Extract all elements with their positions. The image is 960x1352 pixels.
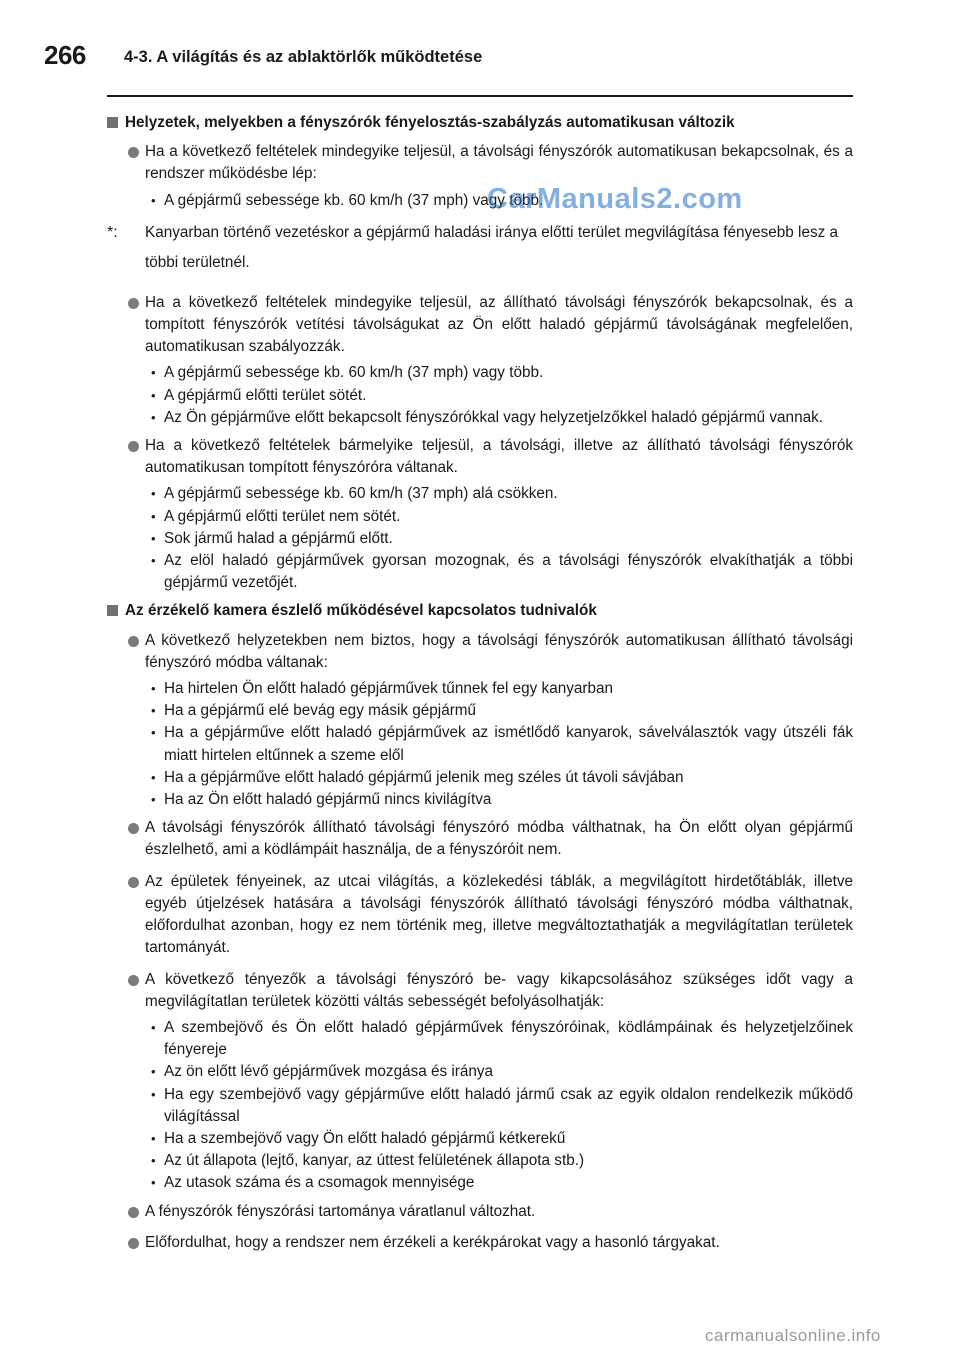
list-item: • Ha hirtelen Ön előtt haladó gépjárművek tűnnek fel egy kanyarban <box>164 678 853 700</box>
round-bullet-icon <box>128 298 139 309</box>
list-item: • Az Ön gépjárműve előtt bekapcsolt fényszórókkal vagy helyzetjelzőkkel haladó gépjármű vannak. <box>164 407 853 429</box>
list-item: • A gépjármű sebessége kb. 60 km/h (37 mph) vagy több. <box>164 190 853 212</box>
round-bullet-icon <box>128 1207 139 1218</box>
page-content <box>107 112 853 1263</box>
watermark: CarManuals2.com <box>487 183 743 215</box>
list-item: • Az út állapota (lejtő, kanyar, az úttest felületének állapota stb.) <box>164 1150 853 1172</box>
list-item: • Az utasok száma és a csomagok mennyisége <box>164 1172 853 1194</box>
list-item: • Ha a gépjármű elé bevág egy másik gépjármű <box>164 700 853 722</box>
list-item: • A gépjármű sebessége kb. 60 km/h (37 mph) vagy több. <box>164 362 853 384</box>
footnote: *: Kanyarban történő vezetéskor a gépjármű haladási iránya előtti terület megvilágítása fényesebb lesz a többi területnél. <box>107 218 853 278</box>
list-item: • Ha a gépjárműve előtt haladó gépjárművek az ismétlődő kanyarok, sávelválasztók vagy útszéli fák miatt hirtelen eltűnnek a szeme elől <box>164 722 853 766</box>
square-bullet-icon <box>107 605 118 616</box>
round-bullet-icon <box>128 147 139 158</box>
section-heading: Az érzékelő kamera észlelő működésével kapcsolatos tudnivalók <box>107 600 853 622</box>
page-number: 266 <box>44 40 86 70</box>
list-item: • Ha a gépjárműve előtt haladó gépjármű jelenik meg széles út távoli sávjában <box>164 767 853 789</box>
paragraph: A fényszórók fényszórási tartománya váratlanul változhat. <box>107 1201 853 1223</box>
paragraph: Ha a következő feltételek bármelyike teljesül, a távolsági, illetve az állítható távolsági fényszórók automatikusan tompított fényszóróra váltanak. <box>107 435 853 479</box>
list-item: • A gépjármű előtti terület sötét. <box>164 385 853 407</box>
round-bullet-icon <box>128 877 139 888</box>
header-rule <box>107 95 853 97</box>
condition-list <box>107 483 853 594</box>
condition-list <box>107 678 853 811</box>
condition-list <box>107 362 853 429</box>
condition-list <box>107 1017 853 1195</box>
square-bullet-icon <box>107 117 118 128</box>
list-item: • Az elöl haladó gépjárművek gyorsan mozognak, és a távolsági fényszórók elvakíthatják a többi gépjármű vezetőjét. <box>164 550 853 594</box>
list-item: • Ha a szembejövő vagy Ön előtt haladó gépjármű kétkerekű <box>164 1128 853 1150</box>
round-bullet-icon <box>128 975 139 986</box>
page-header <box>44 40 864 74</box>
list-item: • Ha egy szembejövő vagy gépjárműve előtt haladó jármű csak az egyik oldalon rendelkezik működő világítással <box>164 1084 853 1128</box>
paragraph: Ha a következő feltételek mindegyike teljesül, az állítható távolsági fényszórók bekapcsolnak, és a tompított fényszórók vetítési távolságukat az Ön előtt haladó gépjármű távolságának megfelelően, automatikusan szabályozzák. <box>107 292 853 359</box>
round-bullet-icon <box>128 636 139 647</box>
footer-watermark: carmanualsonline.info <box>705 1326 881 1345</box>
round-bullet-icon <box>128 1238 139 1249</box>
paragraph: A következő helyzetekben nem biztos, hogy a távolsági fényszórók automatikusan állítható távolsági fényszóró módba váltanak: <box>107 630 853 674</box>
list-item: • Sok jármű halad a gépjármű előtt. <box>164 528 853 550</box>
list-item: • A gépjármű előtti terület nem sötét. <box>164 506 853 528</box>
round-bullet-icon <box>128 441 139 452</box>
section-heading: Helyzetek, melyekben a fényszórók fényelosztás-szabályzás automatikusan változik <box>107 112 853 134</box>
list-item: • Ha az Ön előtt haladó gépjármű nincs kivilágítva <box>164 789 853 811</box>
paragraph: A távolsági fényszórók állítható távolsági fényszóró módba válthatnak, ha Ön előtt olyan gépjármű észlelhető, ami a ködlámpáit használja, de a fényszóróit nem. <box>107 817 853 861</box>
paragraph: Előfordulhat, hogy a rendszer nem érzékeli a kerékpárokat vagy a hasonló tárgyakat. <box>107 1232 853 1254</box>
round-bullet-icon <box>128 823 139 834</box>
paragraph: A következő tényezők a távolsági fényszóró be- vagy kikapcsolásához szükséges időt vagy a megvilágítatlan területek közötti váltás sebességét befolyásolhatják: <box>107 969 853 1013</box>
footnote-mark: *: <box>107 223 118 241</box>
list-item: • A gépjármű sebessége kb. 60 km/h (37 mph) alá csökken. <box>164 483 853 505</box>
paragraph: Az épületek fényeinek, az utcai világítás, a közlekedési táblák, a megvilágított hirdetőtáblák, illetve egyéb útjelzések hatására a távolsági fényszórók állítható távolsági fényszóró módba válthatnak, előfordulhat azonban, hogy ez nem történik meg, illetve megváltoztathatják a megvilágítatlan területek tartományát. <box>107 871 853 960</box>
chapter-title: 4-3. A világítás és az ablaktörlők működtetése <box>124 48 483 66</box>
paragraph: Ha a következő feltételek mindegyike teljesül, a távolsági fényszórók automatikusan bekapcsolnak, és a rendszer működésbe lép: <box>107 141 853 185</box>
list-item: • A szembejövő és Ön előtt haladó gépjárművek fényszóróinak, ködlámpáinak és helyzetjelzőinek fényereje <box>164 1017 853 1061</box>
list-item: • Az ön előtt lévő gépjárművek mozgása és iránya <box>164 1061 853 1083</box>
